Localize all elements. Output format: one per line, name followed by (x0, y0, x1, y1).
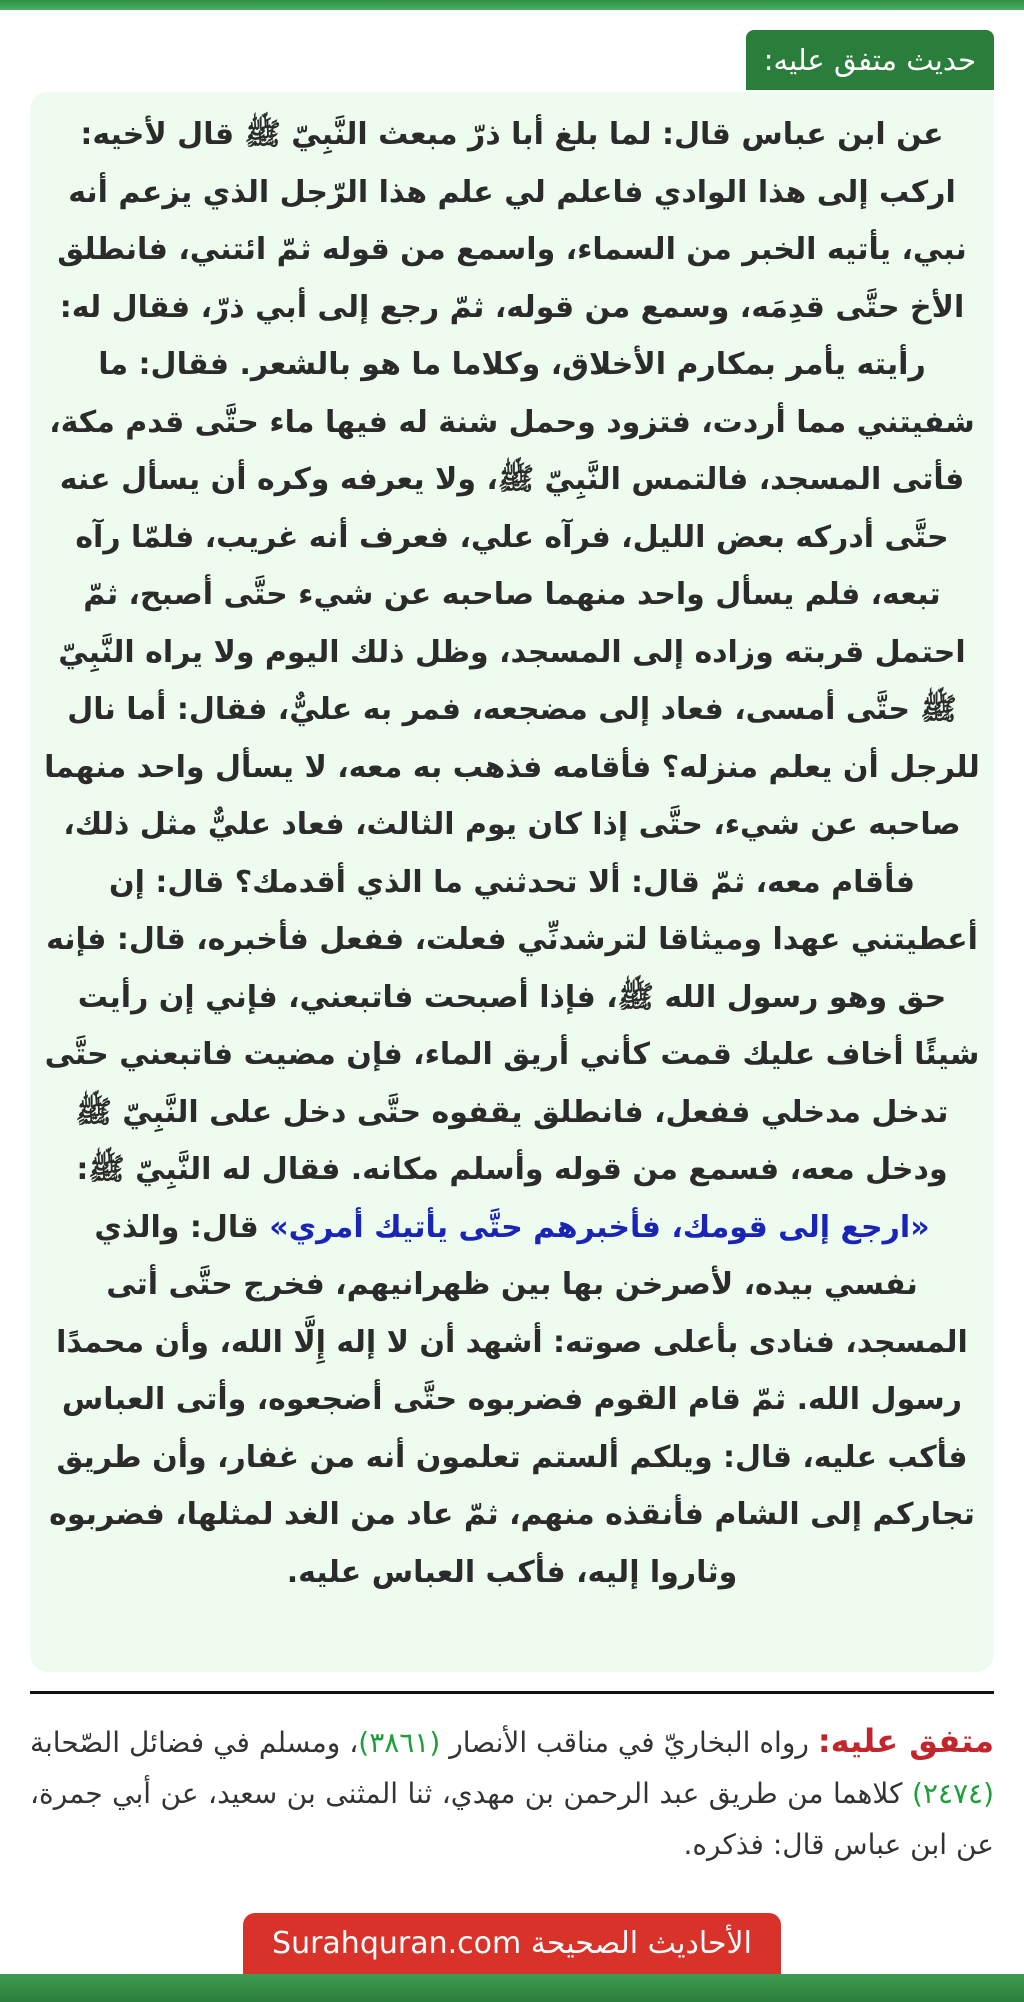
bukhari-ref-number: (٣٨٦١) (358, 1726, 441, 1759)
source-text-3: كلاهما من طريق عبد الرحمن بن مهدي، ثنا المثنى بن سعيد، عن أبي جمرة، عن ابن عباس قال: فذكره. (30, 1777, 994, 1861)
source-text-2: ، ومسلم في فضائل الصّحابة (30, 1726, 359, 1759)
prophet-quote: «ارجع إلى قومك، فأخبرهم حتَّى يأتيك أمري» (269, 1209, 930, 1245)
source-label: متفق عليه: (817, 1722, 995, 1760)
muslim-ref-number: (٢٤٧٤) (911, 1777, 994, 1810)
top-accent-bar (0, 0, 1024, 10)
hadith-text-after-quote: قال: والذي نفسي بيده، لأصرخن بها بين ظهرانيهم، فخرج حتَّى أتى المسجد، فنادى بأعلى صوته: أشهد أن لا إله إِلَّا الله، وأن محمدًا رسول الله. ثمّ قام القوم فضربوه حتَّى أضجعوه، وأتى العباس فأكب عليه، قال: ويلكم ألستم تعلمون أنه من غفار، وأن طريق تجاركم إلى الشام فأنقذه منهم، ثمّ عاد من الغد لمثلها، فضربوه وثاروا إليه، فأكب العباس عليه. (49, 1209, 975, 1590)
site-badge[interactable]: الأحاديث الصحيحة Surahquran.com (243, 1913, 781, 1974)
section-divider (30, 1691, 994, 1694)
bottom-accent-bar (0, 1974, 1024, 2002)
hadith-header-tab: حديث متفق عليه: (746, 30, 994, 90)
source-reference (30, 1716, 994, 1870)
hadith-text-box (30, 92, 994, 1672)
hadith-text-before-quote: عن ابن عباس قال: لما بلغ أبا ذرّ مبعث النَّبِيّ ﷺ قال لأخيه: اركب إلى هذا الوادي فاعلم لي علم هذا الرّجل الذي يزعم أنه نبي، يأتيه الخبر من السماء، واسمع من قوله ثمّ ائتني، فانطلق الأخ حتَّى قدِمَه، وسمع من قوله، ثمّ رجع إلى أبي ذرّ، فقال له: رأيته يأمر بمكارم الأخلاق، وكلاما ما هو بالشعر. فقال: ما شفيتني مما أردت، فتزود وحمل شنة له فيها ماء حتَّى قدم مكة، فأتى المسجد، فالتمس النَّبِيّ ﷺ، ولا يعرفه وكره أن يسأل عنه حتَّى أدركه بعض الليل، فرآه علي، فعرف أنه غريب، فلمّا رآه تبعه، فلم يسأل واحد منهما صاحبه عن شيء حتَّى أصبح، ثمّ احتمل قربته وزاده إلى المسجد، وظل ذلك اليوم ولا يراه النَّبِيّ ﷺ حتَّى أمسى، فعاد إلى مضجعه، فمر به عليٌّ، فقال: أما نال للرجل أن يعلم منزله؟ فأقامه فذهب به معه، لا يسأل واحد منهما صاحبه عن شيء، حتَّى إذا كان يوم الثالث، فعاد عليٌّ مثل ذلك، فأقام معه، ثمّ قال: ألا تحدثني ما الذي أقدمك؟ قال: إن أعطيتني عهدا وميثاقا لترشدنِّي فعلت، ففعل فأخبره، قال: فإنه حق وهو رسول الله ﷺ، فإذا أصبحت فاتبعني، فإني إن رأيت شيئًا أخاف عليك قمت كأني أريق الماء، فإن مضيت فاتبعني حتَّى تدخل مدخلي ففعل، فانطلق يقفوه حتَّى دخل على النَّبِيّ ﷺ ودخل معه، فسمع من قوله وأسلم مكانه. فقال له النَّبِيّ ﷺ: (44, 117, 980, 1187)
source-text-1: رواه البخاريّ في مناقب الأنصار (440, 1726, 818, 1759)
